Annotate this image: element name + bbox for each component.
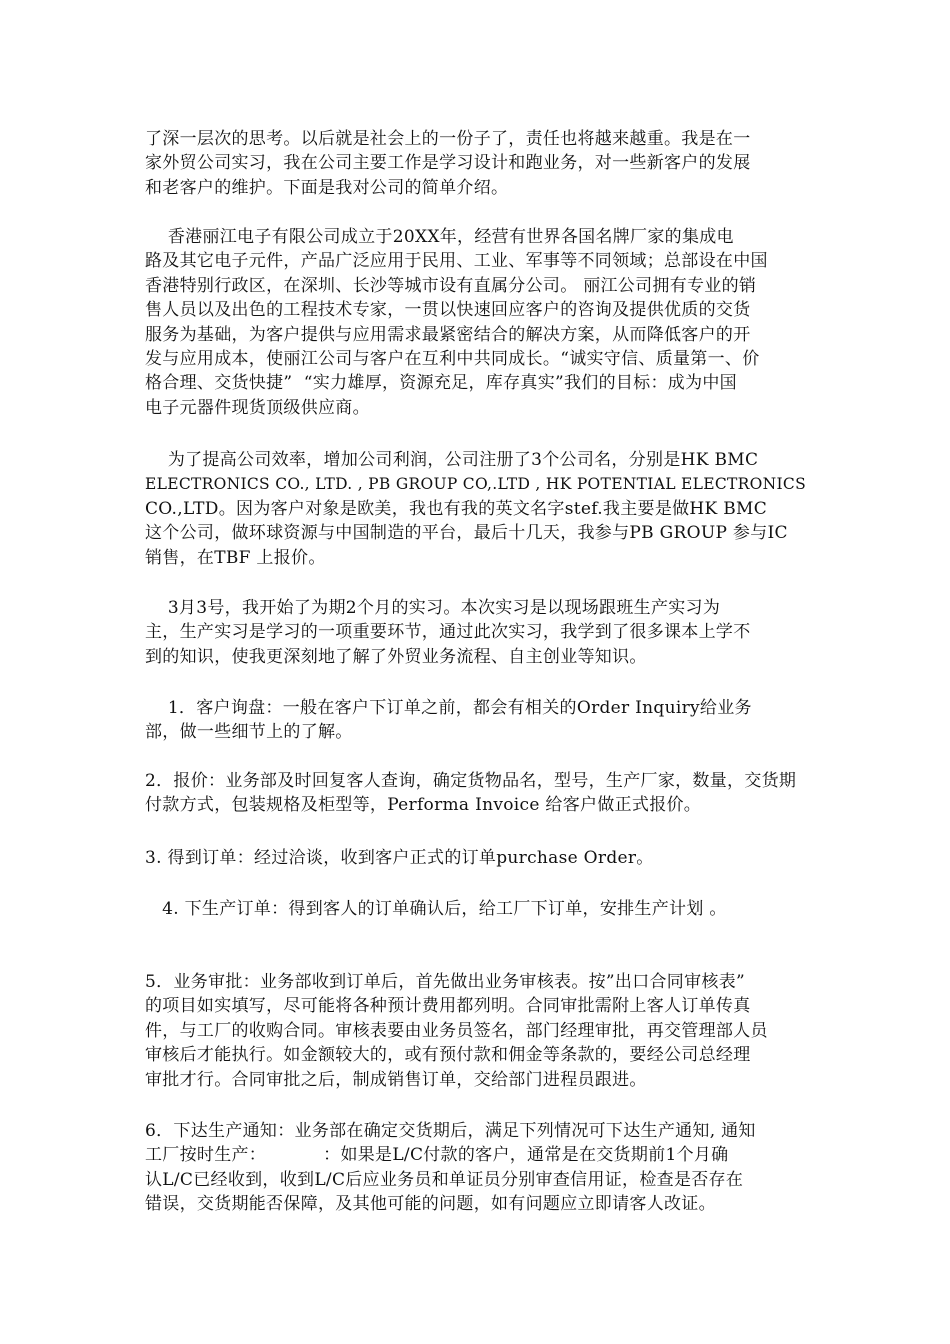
text-line: 认L/C已经收到，收到L/C后应业务员和单证员分别审查信用证，检查是否存在 — [145, 1169, 744, 1190]
paragraph-step-5 — [145, 970, 815, 1092]
text-line: 销售，在TBF 上报价。 — [145, 547, 326, 568]
text-line: 为了提高公司效率，增加公司利润，公司注册了3个公司名，分别是HK BMC — [145, 450, 759, 470]
text-line: 2．报价：业务部及时回复客人查询，确定货物品名，型号，生产厂家，数量，交货期 — [145, 771, 797, 791]
text-line: 路及其它电子元件，产品广泛应用于民用、工业、军事等不同领域；总部设在中国 — [145, 251, 768, 272]
text-line: 售人员以及出色的工程技术专家，一贯以快速回应客户的咨询及提供优质的交货 — [145, 300, 751, 321]
text-line: 电子元器件现货顶级供应商。 — [145, 397, 370, 418]
text-line: 和老客户的维护。下面是我对公司的简单介绍。 — [145, 177, 509, 198]
text-line: 格合理、交货快捷” “实力雄厚，资源充足，库存真实”我们的目标：成为中国 — [145, 373, 737, 394]
text-line: 香港特别行政区，在深圳、长沙等城市设有直属分公司。 丽江公司拥有专业的销 — [145, 275, 757, 296]
text-line: 主，生产实习是学习的一项重要环节，通过此次实习，我学到了很多课本上学不 — [145, 622, 751, 643]
text-line: ELECTRONICS CO., LTD. , PB GROUP CO,.LTD , HK POTENTIAL ELECTRONICS — [145, 475, 807, 494]
text-line: CO.,LTD。因为客户对象是欧美，我也有我的英文名字stef.我主要是做HK BMC — [145, 498, 768, 519]
paragraph-step-6 — [145, 1119, 815, 1217]
text-line: 5．业务审批：业务部收到订单后，首先做出业务审核表。按”出口合同审核表” — [145, 972, 745, 992]
text-line: 错误，交货期能否保障，及其他可能的问题，如有问题应立即请客人改证。 — [145, 1194, 716, 1215]
text-line: 6．下达生产通知：业务部在确定交货期后，满足下列情况可下达生产通知, 通知 — [145, 1121, 756, 1141]
paragraph-company-profile — [145, 225, 815, 420]
text-line: 工厂按时生产： ：如果是L/C付款的客户，通常是在交货期前1个月确 — [145, 1145, 729, 1166]
text-line: 件，与工厂的收购合同。审核表要由业务员签名，部门经理审批，再交管理部人员 — [145, 1020, 768, 1041]
text-line: 到的知识，使我更深刻地了解了外贸业务流程、自主创业等知识。 — [145, 646, 647, 667]
text-line: 了深一层次的思考。以后就是社会上的一份子了，责任也将越来越重。我是在一 — [145, 129, 751, 149]
text-line: 的项目如实填写，尽可能将各种预计费用都列明。合同审批需附上客人订单传真 — [145, 996, 751, 1017]
paragraph-internship — [145, 596, 815, 669]
text-line: 部，做一些细节上的了解。 — [145, 722, 353, 743]
paragraph-step-1 — [145, 696, 815, 745]
text-line: 审批才行。合同审批之后，制成销售订单，交给部门进程员跟进。 — [145, 1069, 647, 1090]
text-line: 3月3号，我开始了为期2个月的实习。本次实习是以现场跟班生产实习为 — [145, 598, 721, 618]
text-line: 审核后才能执行。如金额较大的，或有预付款和佣金等条款的，要经公司总经理 — [145, 1045, 751, 1066]
paragraph-step-2 — [145, 769, 815, 818]
paragraph-company-names — [145, 448, 815, 570]
paragraph-step-3 — [145, 846, 815, 870]
paragraph-intro — [145, 127, 815, 200]
text-line: 1．客户询盘：一般在客户下订单之前，都会有相关的Order Inquiry给业务 — [145, 698, 752, 718]
text-line: 香港丽江电子有限公司成立于20XX年，经营有世界各国名牌厂家的集成电 — [145, 227, 734, 247]
text-line: 4. 下生产订单：得到客人的订单确认后，给工厂下订单，安排生产计划 。 — [145, 899, 727, 919]
text-line: 服务为基础，为客户提供与应用需求最紧密结合的解决方案，从而降低客户的开 — [145, 324, 751, 345]
text-line: 3. 得到订单：经过洽谈，收到客户正式的订单purchase Order。 — [145, 848, 654, 868]
paragraph-step-4 — [145, 897, 815, 921]
text-line: 付款方式，包装规格及柜型等，Performa Invoice 给客户做正式报价。 — [145, 795, 702, 816]
text-line: 家外贸公司实习，我在公司主要工作是学习设计和跑业务，对一些新客户的发展 — [145, 153, 751, 174]
text-line: 这个公司，做环球资源与中国制造的平台，最后十几天，我参与PB GROUP 参与IC — [145, 523, 788, 544]
text-line: 发与应用成本，使丽江公司与客户在互利中共同成长。“诚实守信、质量第一、价 — [145, 349, 760, 370]
